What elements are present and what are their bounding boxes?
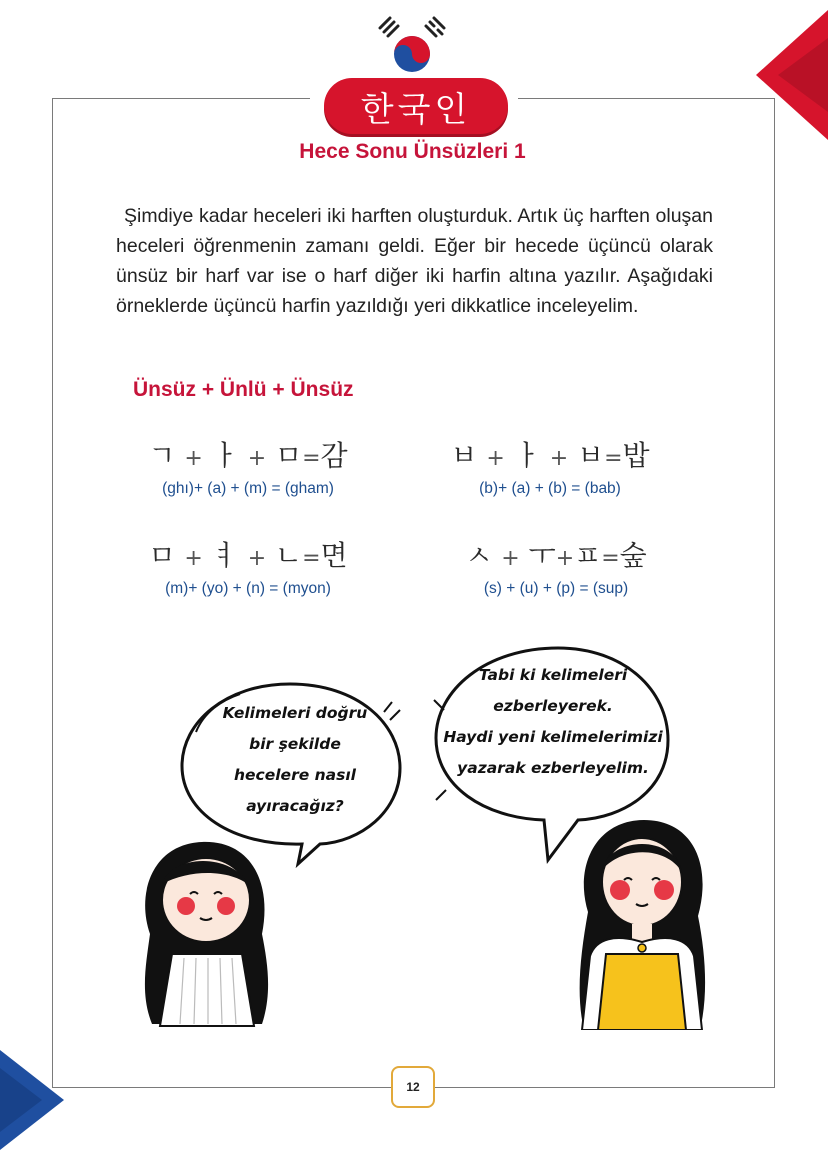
syllable-result: 면 [320, 539, 348, 572]
speech-line: hecelere nasıl [234, 766, 356, 784]
example-formula [118, 534, 378, 574]
speech-line: Haydi yeni kelimelerimizi [443, 728, 663, 746]
girl-left-illustration [132, 834, 282, 1028]
header-badge-text: 한국인 [360, 89, 472, 130]
plus-sign: + [486, 446, 505, 471]
example-2 [420, 434, 680, 498]
plus-sign: + [501, 546, 520, 571]
vowel: ㅜ [528, 539, 556, 572]
speech-line: Tabi ki kelimeleri [478, 666, 628, 684]
equals-sign: = [601, 546, 620, 571]
plus-sign: + [247, 546, 267, 571]
example-formula [420, 434, 680, 474]
section-subtitle: Ünsüz + Ünlü + Ünsüz [133, 378, 354, 401]
header-badge [324, 78, 508, 134]
page-title: Hece Sonu Ünsüzleri 1 [299, 140, 526, 163]
example-4 [426, 534, 686, 598]
vowel: ㅏ [211, 439, 239, 472]
corner-triangle-blue [0, 1050, 64, 1150]
equals-sign: = [302, 546, 321, 571]
vowel: ㅕ [211, 539, 239, 572]
speech-line: ayıracağız? [246, 797, 344, 815]
intro-paragraph: Şimdiye kadar heceleri iki harften oluşturduk. Artık üç harften oluşan heceleri öğrenmenin zamanı geldi. Eğer bir hecede üçüncü olarak ünsüz bir harf var ise o harf diğer iki harfin altına yazılır. Aşağıdaki örneklerde üçüncü harfin yazıldığı yeri dikkatlice inceleyelim. [116, 205, 713, 317]
consonant-1: ㄱ [148, 439, 176, 472]
speech-line: ezberleyerek. [493, 697, 613, 715]
consonant-2: ㅁ [275, 439, 303, 472]
speech-text-left [190, 698, 400, 822]
plus-sign: + [184, 446, 203, 471]
speech-line: Kelimeleri doğru [222, 704, 368, 722]
equals-sign: = [302, 446, 321, 471]
header [318, 14, 518, 130]
example-3 [118, 534, 378, 598]
example-1 [118, 434, 378, 498]
consonant-2: ㄴ [275, 539, 303, 572]
example-romanization: (ghı)+ (a) + (m) = (gham) [162, 480, 334, 497]
syllable-result: 밥 [622, 439, 650, 472]
syllable-result: 숲 [619, 539, 647, 572]
speech-line: bir şekilde [249, 735, 341, 753]
consonant-1: ㅂ [450, 439, 478, 472]
example-formula [426, 534, 686, 574]
plus-sign: + [555, 546, 575, 571]
girl-right-illustration [566, 816, 716, 1030]
plus-sign: + [247, 446, 267, 471]
plus-sign: + [549, 446, 569, 471]
speech-line: yazarak ezberleyelim. [457, 759, 649, 777]
page-number: 12 [391, 1066, 435, 1108]
consonant-2: ㅂ [577, 439, 605, 472]
plus-sign: + [184, 546, 203, 571]
vowel: ㅏ [513, 439, 541, 472]
example-romanization: (m)+ (yo) + (n) = (myon) [165, 580, 331, 597]
speech-text-right [440, 660, 666, 784]
consonant-1: ㅅ [465, 539, 493, 572]
equals-sign: = [604, 446, 623, 471]
example-formula [118, 434, 378, 474]
corner-triangle-red [756, 10, 828, 140]
syllable-result: 감 [320, 439, 348, 472]
example-romanization: (s) + (u) + (p) = (sup) [483, 580, 629, 597]
example-romanization: (b)+ (a) + (b) = (bab) [479, 480, 621, 497]
consonant-2: ㅍ [574, 539, 602, 572]
consonant-1: ㅁ [148, 539, 176, 572]
